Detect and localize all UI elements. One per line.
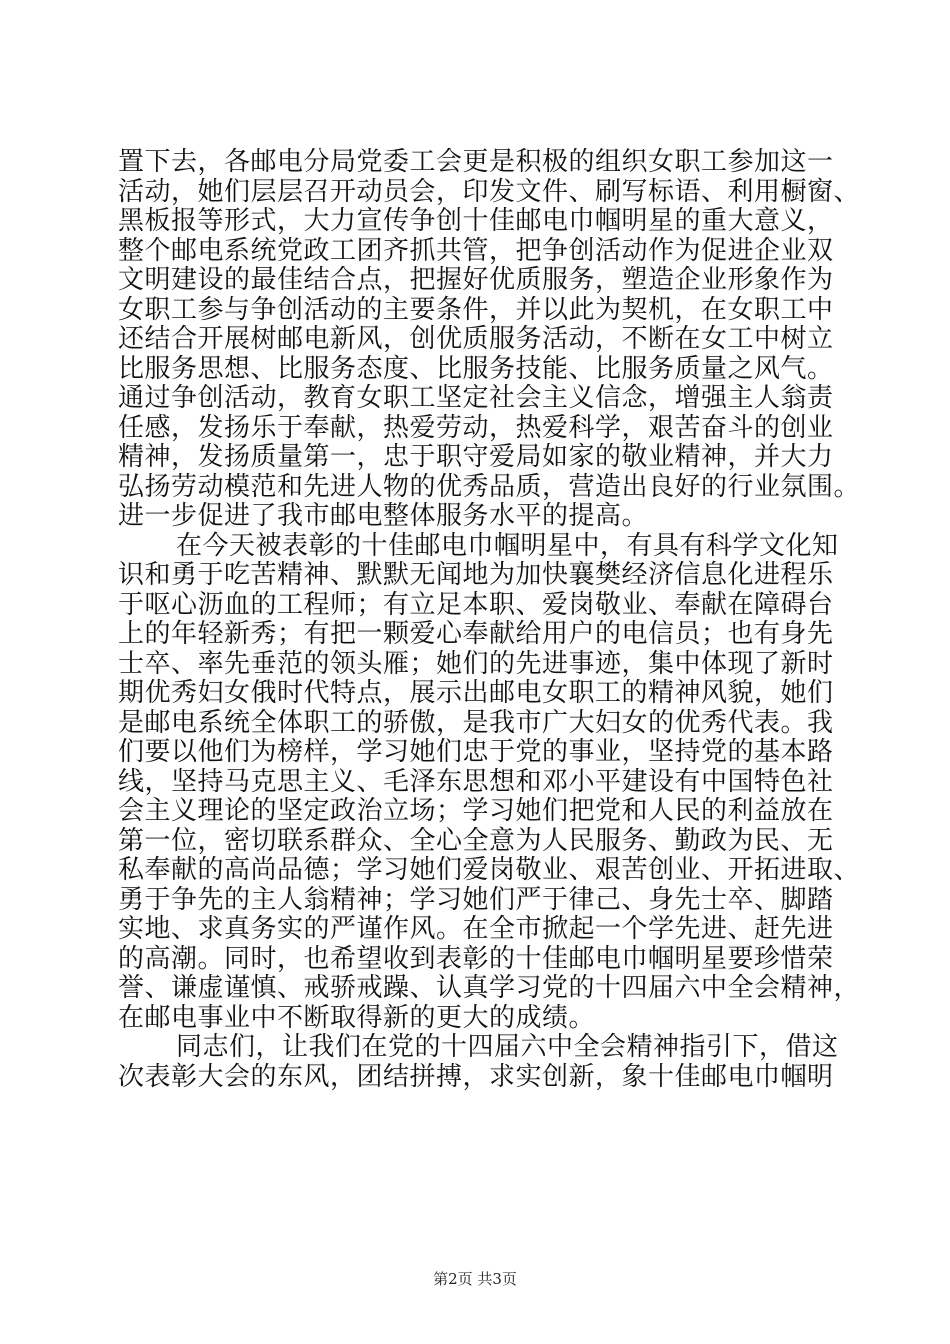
text-line: 实地、求真务实的严谨作风。在全市掀起一个学先进、赶先进	[118, 914, 834, 944]
text-line: 次表彰大会的东风，团结拼搏，求实创新，象十佳邮电巾帼明	[118, 1061, 834, 1092]
text-line: 的高潮。同时，也希望收到表彰的十佳邮电巾帼明星要珍惜荣	[118, 943, 834, 974]
text-line: 士卒、率先垂范的领头雁；她们的先进事迹，集中体现了新时	[118, 648, 834, 679]
text-line: 弘扬劳动模范和先进人物的优秀品质，营造出良好的行业氛围。	[118, 471, 861, 502]
text-line: 女职工参与争创活动的主要条件，并以此为契机，在女职工中	[118, 294, 834, 325]
text-line: 是邮电系统全体职工的骄傲，是我市广大妇女的优秀代表。我	[118, 707, 834, 738]
text-line: 整个邮电系统党政工团齐抓共管，把争创活动作为促进企业双	[118, 235, 834, 266]
text-line: 们要以他们为榜样，学习她们忠于党的事业，坚持党的基本路	[118, 737, 834, 767]
text-line: 会主义理论的坚定政治立场；学习她们把党和人民的利益放在	[118, 796, 834, 826]
text-line: 通过争创活动，教育女职工坚定社会主义信念，增强主人翁责	[118, 383, 834, 413]
text-line: 第一位，密切联系群众、全心全意为人民服务、勤政为民、无	[118, 825, 834, 856]
text-line: 线，坚持马克思主义、毛泽东思想和邓小平建设有中国特色社	[118, 766, 834, 797]
text-line: 誉、谦虚谨慎、戒骄戒躁、认真学习党的十四届六中全会精神，	[118, 973, 861, 1003]
text-line: 置下去，各邮电分局党委工会更是积极的组织女职工参加这一	[118, 147, 834, 177]
text-line: 还结合开展树邮电新风，创优质服务活动，不断在女工中树立	[118, 324, 834, 354]
text-line: 私奉献的高尚品德；学习她们爱岗敬业、艰苦创业、开拓进取、	[118, 855, 861, 885]
document-body	[118, 147, 861, 1092]
text-line: 识和勇于吃苦精神、默默无闻地为加快襄樊经济信息化进程乐	[118, 560, 834, 590]
text-line: 比服务思想、比服务态度、比服务技能、比服务质量之风气。	[118, 353, 834, 384]
text-line: 在邮电事业中不断取得新的更大的成绩。	[118, 1002, 596, 1033]
text-line: 上的年轻新秀；有把一颗爱心奉献给用户的电信员；也有身先	[118, 619, 834, 649]
text-line: 勇于争先的主人翁精神；学习她们严于律己、身先士卒、脚踏	[118, 884, 834, 915]
text-line: 进一步促进了我市邮电整体服务水平的提高。	[118, 501, 649, 531]
text-line: 于呕心沥血的工程师；有立足本职、爱岗敬业、奉献在障碍台	[118, 589, 834, 620]
text-line: 精神，发扬质量第一，忠于职守爱局如家的敬业精神，并大力	[118, 442, 834, 472]
page-footer: 第2页 共3页	[433, 1270, 517, 1288]
paragraph-start-line: 在今天被表彰的十佳邮电巾帼明星中，有具有科学文化知	[176, 530, 839, 561]
text-line: 黑板报等形式，大力宣传争创十佳邮电巾帼明星的重大意义，	[118, 206, 834, 236]
paragraph-start-line: 同志们，让我们在党的十四届六中全会精神指引下，借这	[176, 1032, 839, 1062]
text-line: 任感，发扬乐于奉献，热爱劳动，热爱科学，艰苦奋斗的创业	[118, 412, 834, 443]
text-line: 文明建设的最佳结合点，把握好优质服务，塑造企业形象作为	[118, 265, 834, 295]
text-line: 期优秀妇女俄时代特点，展示出邮电女职工的精神风貌，她们	[118, 678, 834, 708]
text-line: 活动，她们层层召开动员会，印发文件、刷写标语、利用橱窗、	[118, 176, 861, 207]
